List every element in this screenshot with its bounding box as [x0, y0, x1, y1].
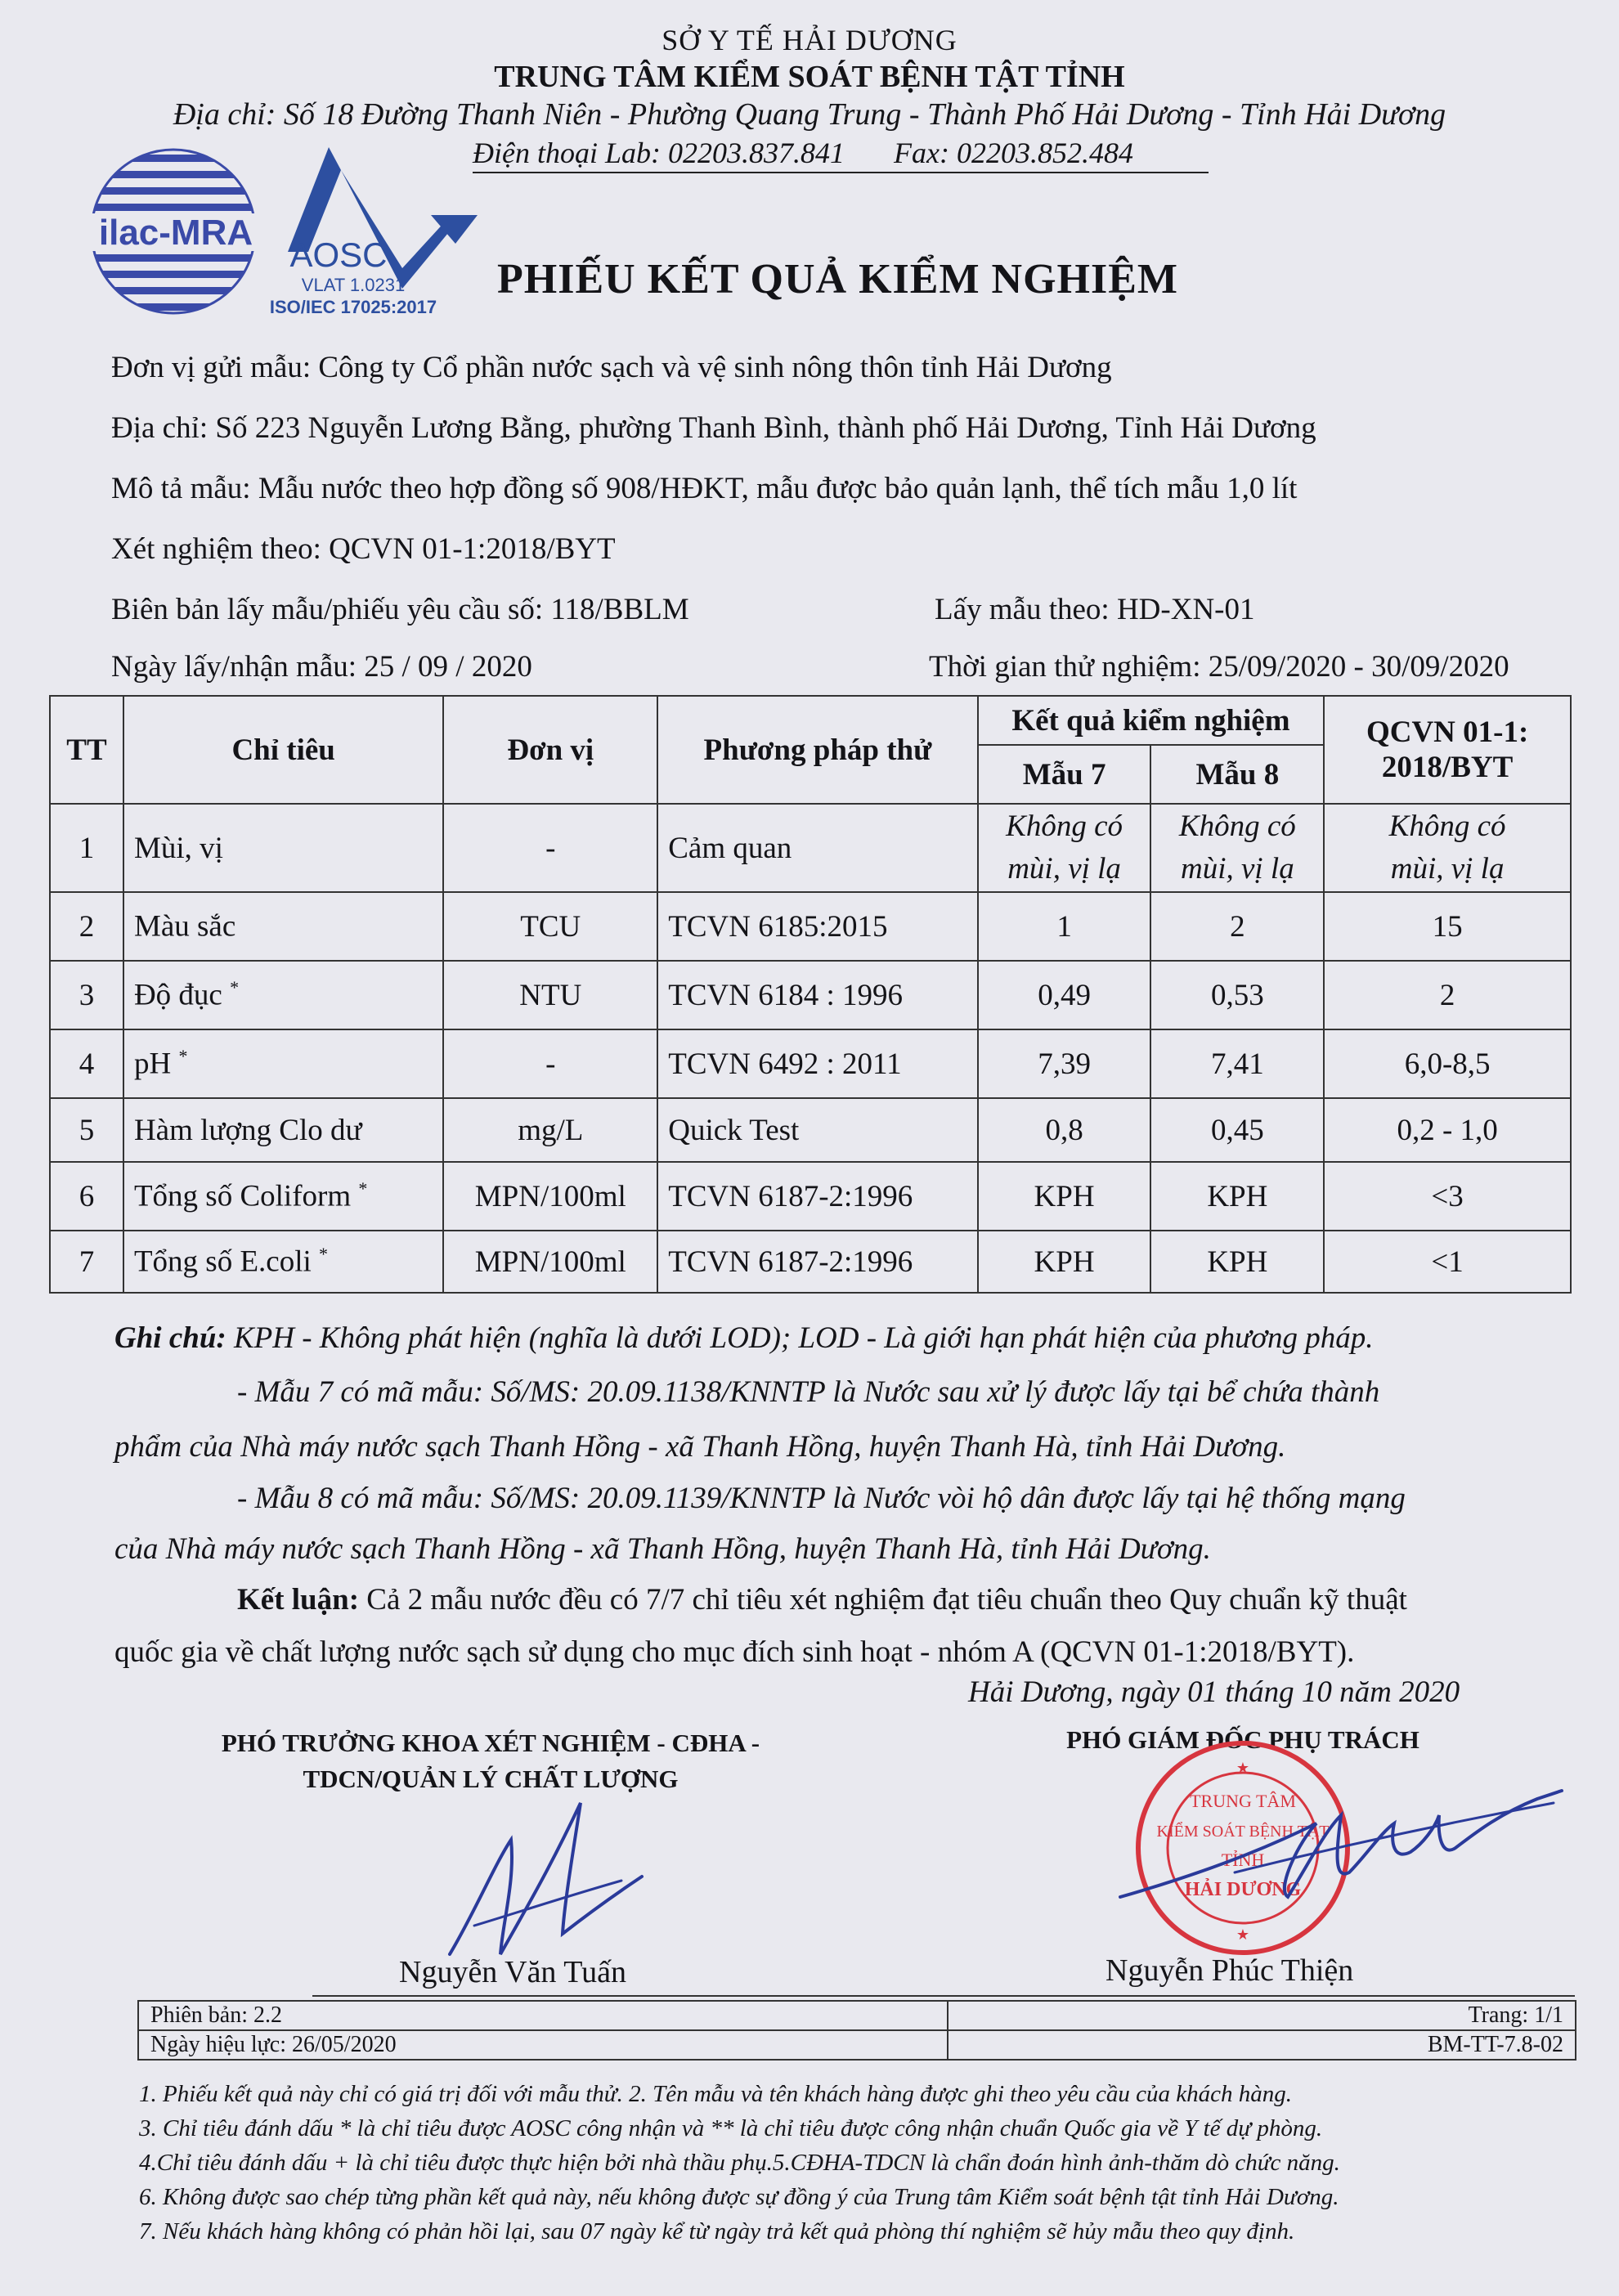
row-qcvn: 15: [1324, 892, 1571, 961]
footnote: 4.Chỉ tiêu đánh dấu + là chỉ tiêu được thực hiện bởi nhà thầu phụ.5.CĐHA-TDCN là chẩn đoán hình ảnh-thăm dò chức năng.: [139, 2150, 1340, 2176]
footnote: 1. Phiếu kết quả này chỉ có giá trị đối với mẫu thử. 2. Tên mẫu và tên khách hàng được ghi theo yêu cầu của khách hàng.: [139, 2081, 1292, 2107]
contact-line: [473, 136, 1209, 173]
signature-divider: [312, 1995, 1575, 1997]
indicator-name: Độ đục: [133, 978, 222, 1012]
row-unit: MPN/100ml: [443, 1231, 657, 1293]
table-row: [50, 961, 1571, 1029]
table-row: [50, 1162, 1571, 1231]
header-result: Kết quả kiểm nghiệm: [978, 696, 1325, 745]
cell-line: mùi, vị lạ: [1007, 852, 1121, 886]
svg-text:★: ★: [1236, 1760, 1250, 1776]
header-method: Phương pháp thử: [657, 696, 977, 804]
row-unit: -: [443, 1029, 657, 1098]
sampling-record: Biên bản lấy mẫu/phiếu yêu cầu số: 118/BBLM: [111, 593, 689, 626]
row-tt: 4: [50, 1029, 123, 1098]
aosc-text: AOSC: [289, 235, 388, 274]
row-method: TCVN 6187-2:1996: [657, 1231, 977, 1293]
note-sample7-a: - Mẫu 7 có mã mẫu: Số/MS: 20.09.1138/KNNTP là Nước sau xử lý được lấy tại bể chứa thành: [237, 1375, 1380, 1409]
row-qcvn: 2: [1324, 961, 1571, 1029]
center-address: Địa chỉ: Số 18 Đường Thanh Niên - Phường Quang Trung - Thành Phố Hải Dương - Tỉnh Hải Dương: [173, 97, 1446, 132]
row-qcvn: 6,0-8,5: [1324, 1029, 1571, 1098]
row-unit: MPN/100ml: [443, 1162, 657, 1231]
row-indicator: [123, 1029, 443, 1098]
row-sample8: 0,45: [1150, 1098, 1324, 1162]
row-method: Quick Test: [657, 1098, 977, 1162]
row-indicator: Hàm lượng Clo dư: [123, 1098, 443, 1162]
lab-phone: Điện thoại Lab: 02203.837.841: [473, 137, 845, 169]
document-title: PHIẾU KẾT QUẢ KIỂM NGHIỆM: [497, 256, 1179, 303]
stamp-line3: TỈNH: [1221, 1850, 1265, 1870]
row-method: Cảm quan: [657, 804, 977, 892]
row-sample7: 1: [978, 892, 1151, 961]
note-line: [114, 1312, 1545, 1365]
test-period: Thời gian thử nghiệm: 25/09/2020 - 30/09/2020: [929, 650, 1509, 684]
conclusion-text-a: Cả 2 mẫu nước đều có 7/7 chỉ tiêu xét nghiệm đạt tiêu chuẩn theo Quy chuẩn kỹ thuật: [366, 1583, 1407, 1617]
note-sample8-b: của Nhà máy nước sạch Thanh Hồng - xã Thanh Hồng, huyện Thanh Hà, tỉnh Hải Dương.: [114, 1532, 1211, 1566]
cell-line: Không có: [1006, 809, 1123, 843]
form-code: BM-TT-7.8-02: [948, 2030, 1576, 2060]
row-sample8: KPH: [1150, 1231, 1324, 1293]
star-mark: *: [230, 977, 240, 998]
star-mark: *: [358, 1178, 368, 1200]
footnote: 3. Chỉ tiêu đánh dấu * là chỉ tiêu được AOSC công nhận và ** là chỉ tiêu được công nhận chuẩn Quốc gia về Y tế dự phòng.: [139, 2115, 1323, 2141]
cell-line: Không có: [1388, 809, 1506, 843]
header-qcvn-line2: 2018/BYT: [1381, 751, 1514, 784]
conclusion-label: Kết luận:: [237, 1583, 360, 1617]
row-indicator: [123, 1231, 443, 1293]
note-label: Ghi chú:: [114, 1321, 226, 1355]
left-title-line1: PHÓ TRƯỞNG KHOA XÉT NGHIỆM - CĐHA -: [221, 1729, 760, 1757]
footer-table: [137, 2000, 1576, 2061]
note-sample7-b: phẩm của Nhà máy nước sạch Thanh Hồng - xã Thanh Hồng, huyện Thanh Hà, tỉnh Hải Dương.: [114, 1430, 1286, 1464]
date-received: Ngày lấy/nhận mẫu: 25 / 09 / 2020: [111, 650, 532, 684]
right-signer-name: Nguyễn Phúc Thiện: [1105, 1953, 1354, 1988]
table-row: [50, 1029, 1571, 1098]
conclusion-line: [237, 1573, 1562, 1627]
table-row: [50, 804, 1571, 892]
sender-address: Địa chỉ: Số 223 Nguyễn Lương Bằng, phường Thanh Bình, thành phố Hải Dương, Tỉnh Hải Dương: [111, 411, 1316, 445]
row-tt: 1: [50, 804, 123, 892]
left-signer-name: Nguyễn Văn Tuấn: [399, 1955, 626, 1989]
sampling-method: Lấy mẫu theo: HD-XN-01: [935, 593, 1255, 626]
header-qcvn: [1324, 696, 1571, 804]
footnote: 7. Nếu khách hàng không có phản hồi lại, sau 07 ngày kể từ ngày trả kết quả phòng thí nghiệm sẽ hủy mẫu theo quy định.: [139, 2218, 1295, 2244]
row-qcvn: 0,2 - 1,0: [1324, 1098, 1571, 1162]
table-row: [50, 892, 1571, 961]
row-method: TCVN 6187-2:1996: [657, 1162, 977, 1231]
sample-description: Mô tả mẫu: Mẫu nước theo hợp đồng số 908/HĐKT, mẫu được bảo quản lạnh, thể tích mẫu 1,0 lít: [111, 472, 1298, 505]
page-number: Trang: 1/1: [948, 2001, 1576, 2030]
conclusion-text-b: quốc gia về chất lượng nước sạch sử dụng cho mục đích sinh hoạt - nhóm A (QCVN 01-1:2018/BYT).: [114, 1635, 1355, 1669]
row-tt: 7: [50, 1231, 123, 1293]
left-signer-title: [164, 1725, 818, 1797]
sender-unit: Đơn vị gửi mẫu: Công ty Cổ phần nước sạch và vệ sinh nông thôn tỉnh Hải Dương: [111, 351, 1112, 384]
row-qcvn: <3: [1324, 1162, 1571, 1231]
footnote: 6. Không được sao chép từng phần kết quả này, nếu không được sự đồng ý của Trung tâm Kiểm soát bệnh tật tỉnh Hải Dương.: [139, 2184, 1339, 2210]
indicator-name: pH: [133, 1047, 172, 1081]
note-sample8-a: - Mẫu 8 có mã mẫu: Số/MS: 20.09.1139/KNNTP là Nước vòi hộ dân được lấy tại hệ thống mạng: [237, 1482, 1406, 1515]
right-signer-title: PHÓ GIÁM ĐỐC PHỤ TRÁCH: [1066, 1725, 1419, 1754]
row-sample8: KPH: [1150, 1162, 1324, 1231]
aosc-logo: [263, 137, 484, 321]
row-sample8: 7,41: [1150, 1029, 1324, 1098]
row-unit: mg/L: [443, 1098, 657, 1162]
row-sample7: 7,39: [978, 1029, 1151, 1098]
results-table: [49, 695, 1572, 1294]
row-sample7: KPH: [978, 1162, 1151, 1231]
row-tt: 3: [50, 961, 123, 1029]
row-sample8: [1150, 804, 1324, 892]
row-unit: TCU: [443, 892, 657, 961]
cell-line: mùi, vị lạ: [1390, 852, 1505, 886]
date-place: Hải Dương, ngày 01 tháng 10 năm 2020: [968, 1675, 1460, 1709]
table-row: [50, 1231, 1571, 1293]
left-signature: [425, 1791, 654, 1971]
stamp-line4: HẢI DƯƠNG: [1184, 1879, 1302, 1900]
department-name: SỞ Y TẾ HẢI DƯƠNG: [662, 24, 957, 56]
center-name: TRUNG TÂM KIỂM SOÁT BỆNH TẬT TỈNH: [494, 60, 1125, 94]
vlat-text: VLAT 1.0231: [301, 275, 406, 295]
row-sample7: KPH: [978, 1231, 1151, 1293]
row-sample7: [978, 804, 1151, 892]
row-unit: NTU: [443, 961, 657, 1029]
effective-date: Ngày hiệu lực: 26/05/2020: [138, 2030, 948, 2060]
version: Phiên bản: 2.2: [138, 2001, 948, 2030]
header-sample7: Mẫu 7: [978, 745, 1151, 804]
svg-text:★: ★: [1236, 1926, 1250, 1943]
stamp-line1: TRUNG TÂM: [1190, 1791, 1296, 1811]
star-mark: *: [178, 1046, 188, 1067]
indicator-name: Tổng số Coliform: [133, 1179, 352, 1213]
row-indicator: Mùi, vị: [123, 804, 443, 892]
ilac-text: ilac-MRA: [98, 213, 253, 253]
table-row: [50, 1098, 1571, 1162]
cell-line: mùi, vị lạ: [1180, 852, 1294, 886]
row-unit: -: [443, 804, 657, 892]
row-indicator: [123, 1162, 443, 1231]
ilac-mra-logo: [82, 143, 270, 319]
row-tt: 5: [50, 1098, 123, 1162]
header-indicator: Chỉ tiêu: [123, 696, 443, 804]
row-method: TCVN 6184 : 1996: [657, 961, 977, 1029]
row-tt: 2: [50, 892, 123, 961]
row-qcvn: <1: [1324, 1231, 1571, 1293]
row-method: TCVN 6185:2015: [657, 892, 977, 961]
row-sample8: 0,53: [1150, 961, 1324, 1029]
indicator-name: Màu sắc: [133, 909, 236, 944]
row-method: TCVN 6492 : 2011: [657, 1029, 977, 1098]
star-mark: *: [319, 1244, 329, 1265]
indicator-name: Tổng số E.coli: [133, 1244, 312, 1279]
left-title-line2: TDCN/QUẢN LÝ CHẤT LƯỢNG: [303, 1765, 679, 1793]
row-indicator: [123, 961, 443, 1029]
header-qcvn-line1: QCVN 01-1:: [1366, 715, 1529, 749]
row-tt: 6: [50, 1162, 123, 1231]
fax-number: Fax: 02203.852.484: [894, 137, 1133, 169]
row-qcvn: [1324, 804, 1571, 892]
cell-line: Không có: [1178, 809, 1296, 843]
header-unit: Đơn vị: [443, 696, 657, 804]
row-indicator: [123, 892, 443, 961]
row-sample7: 0,8: [978, 1098, 1151, 1162]
row-sample8: 2: [1150, 892, 1324, 961]
header-tt: TT: [50, 696, 123, 804]
test-standard: Xét nghiệm theo: QCVN 01-1:2018/BYT: [111, 532, 616, 566]
row-sample7: 0,49: [978, 961, 1151, 1029]
note-text: KPH - Không phát hiện (nghĩa là dưới LOD); LOD - Là giới hạn phát hiện của phương pháp.: [233, 1321, 1374, 1355]
right-signature: [1112, 1766, 1570, 1930]
header-sample8: Mẫu 8: [1150, 745, 1324, 804]
iso-text: ISO/IEC 17025:2017: [269, 297, 437, 317]
stamp-line2: KIỂM SOÁT BỆNH TẬT: [1156, 1823, 1330, 1841]
